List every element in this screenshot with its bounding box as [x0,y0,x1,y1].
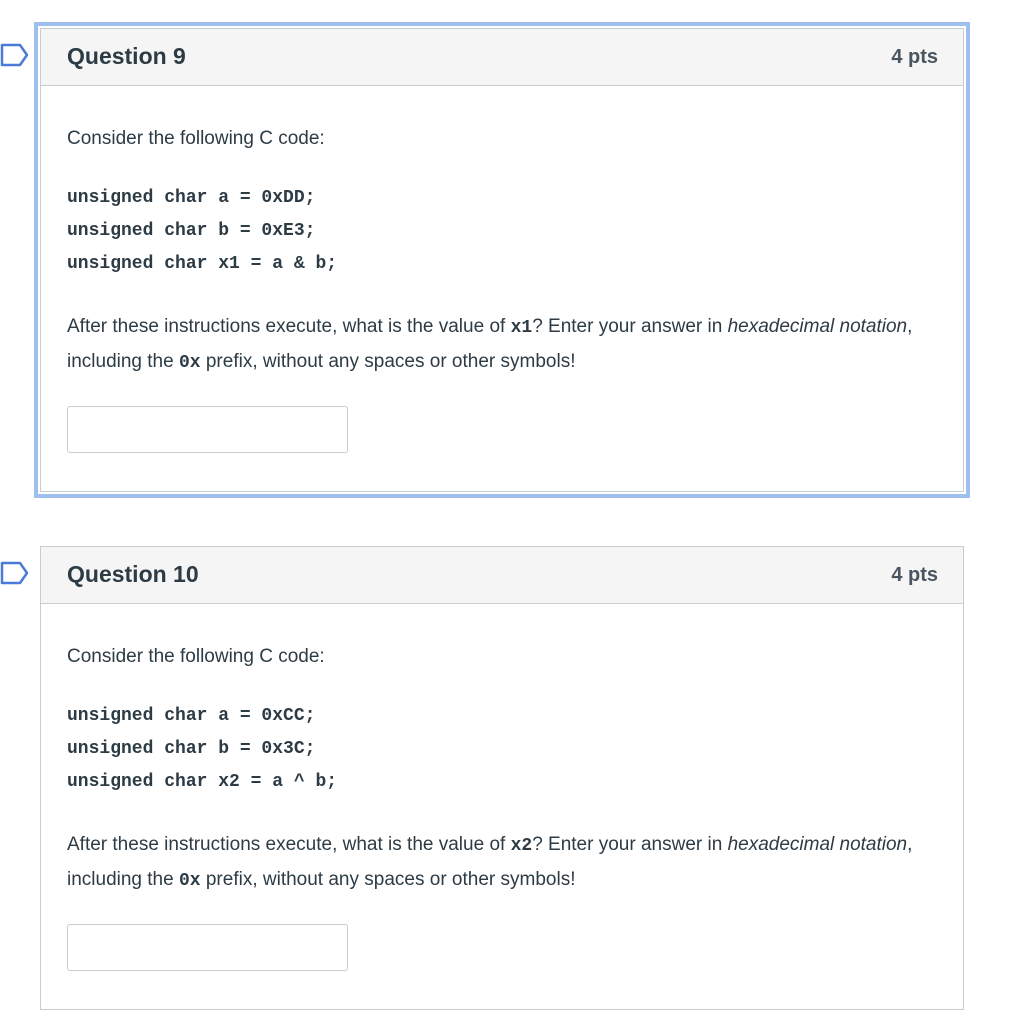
question-card [40,28,964,492]
prompt-text: , including the [67,834,913,890]
code-block [67,182,337,281]
question-header [41,29,963,86]
prompt-prefix-code: 0x [178,353,201,373]
question-header [41,547,963,604]
code-line: unsigned char b = 0xE3; [67,221,316,241]
prompt-emphasis: hexadecimal notation [727,316,908,337]
code-line: unsigned char a = 0xDD; [67,188,316,208]
answer-input[interactable] [67,924,348,971]
code-line: unsigned char b = 0x3C; [67,739,316,759]
prompt-emphasis: hexadecimal notation [727,834,908,855]
flag-question-icon[interactable] [0,43,30,67]
prompt-text: ? Enter your answer in [532,834,728,855]
prompt-prefix-code: 0x [178,871,201,891]
code-line: unsigned char x2 = a ^ b; [67,772,338,792]
question-points: 4 pts [891,46,938,68]
question-card [40,546,964,1010]
question-prompt [67,310,927,380]
question-title: Question 9 [67,43,186,69]
question-points: 4 pts [891,564,938,586]
prompt-text: After these instructions execute, what is the value of [67,834,511,855]
code-line: unsigned char a = 0xCC; [67,706,316,726]
question-intro: Consider the following C code: [67,646,325,667]
prompt-text: ? Enter your answer in [532,316,728,337]
question-prompt [67,828,927,898]
flag-question-icon[interactable] [0,561,30,585]
prompt-variable: x2 [510,836,533,856]
code-line: unsigned char x1 = a & b; [67,254,338,274]
prompt-text: After these instructions execute, what is the value of [67,316,511,337]
prompt-variable: x1 [510,318,533,338]
question-title: Question 10 [67,561,199,587]
prompt-text: prefix, without any spaces or other symbols! [200,351,576,372]
prompt-text: , including the [67,316,913,372]
question-intro: Consider the following C code: [67,128,325,149]
answer-input[interactable] [67,406,348,453]
code-block [67,700,337,799]
prompt-text: prefix, without any spaces or other symbols! [200,869,576,890]
